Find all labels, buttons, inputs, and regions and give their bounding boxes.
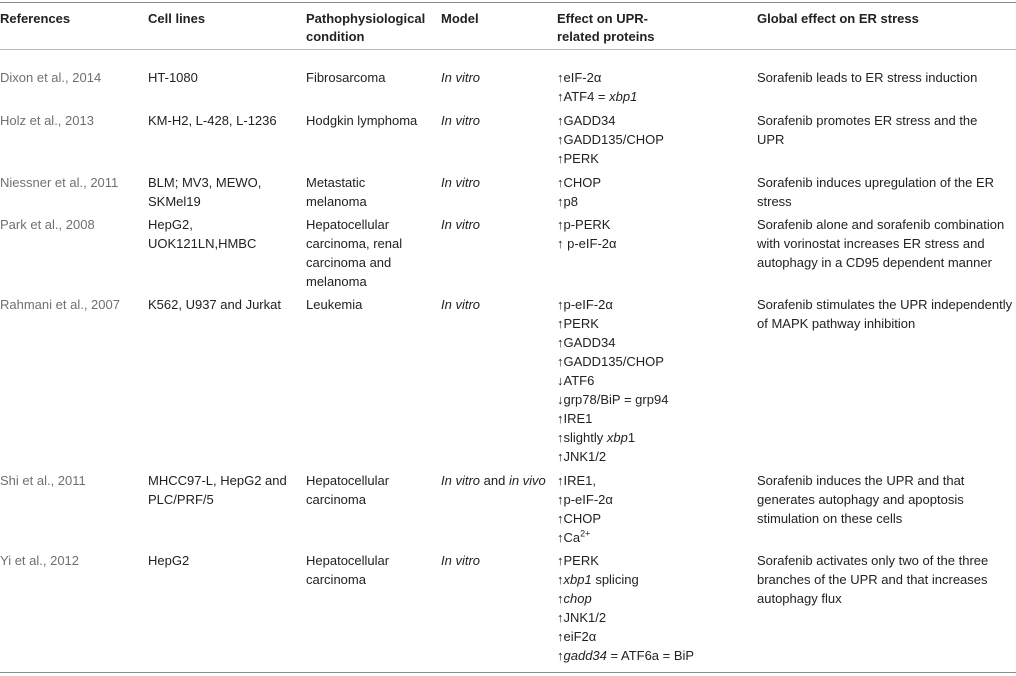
row-cell-lines: HepG2, UOK121LN,HMBC [148,217,257,251]
row-cell-lines: BLM; MV3, MEWO, SKMel19 [148,175,262,209]
row-reference: Niessner et al., 2011 [0,175,119,190]
row-condition: Leukemia [306,297,363,312]
upr-item: ↑xbp1 splicing [557,572,639,587]
upr-item: ↑p-eIF-2α [557,297,613,312]
upr-item: ↓grp78/BiP = grp94 [557,392,669,407]
row-upr [557,471,752,547]
row-upr [557,173,752,211]
upr-item: ↑PERK [557,151,599,166]
row-cell-lines: HT-1080 [148,70,198,85]
row-upr [557,111,752,168]
header-global: Global effect on ER stress [757,11,919,26]
row-reference: Rahmani et al., 2007 [0,297,120,312]
header-model: Model [441,11,479,26]
row-model: In vitro [441,70,481,85]
row-reference: Dixon et al., 2014 [0,70,102,85]
upr-item: ↑JNK1/2 [557,449,607,464]
row-condition: Hepatocellular carcinoma, renal carcinoma and melanoma [306,217,403,289]
upr-item: ↑eIF-2α [557,70,602,85]
row-condition: Hepatocellular carcinoma [306,473,390,507]
upr-item: ↑ATF4 = xbp1 [557,89,638,104]
row-reference: Yi et al., 2012 [0,553,80,568]
row-reference: Shi et al., 2011 [0,473,86,488]
upr-item: ↑gadd34 = ATF6a = BiP [557,648,695,663]
row-global: Sorafenib stimulates the UPR independently of MAPK pathway inhibition [757,297,1013,331]
header-references: References [0,11,71,26]
row-condition: Hepatocellular carcinoma [306,553,390,587]
upr-item: ↑GADD34 [557,335,616,350]
row-cell-lines: K562, U937 and Jurkat [148,297,281,312]
upr-item: ↑eiF2α [557,629,597,644]
row-model: In vitro [441,113,481,128]
header-cell-lines: Cell lines [148,11,206,26]
row-global: Sorafenib induces the UPR and that generates autophagy and apoptosis stimulation on these cells [757,473,965,526]
row-condition: Metastatic melanoma [306,175,367,209]
row-cell-lines: MHCC97-L, HepG2 and PLC/PRF/5 [148,473,287,507]
row-condition: Fibrosarcoma [306,70,386,85]
row-global: Sorafenib leads to ER stress induction [757,70,978,85]
upr-item: ↑GADD135/CHOP [557,354,664,369]
row-model: In vitro [441,175,481,190]
upr-item: ↑CHOP [557,175,602,190]
row-model: In vitro [441,217,481,232]
row-upr [557,68,752,106]
upr-item: ↑chop [557,591,592,606]
upr-item: ↑slightly xbp1 [557,430,636,445]
row-model: In vitro and in vivo [441,473,546,488]
upr-item: ↑IRE1 [557,411,593,426]
upr-item: $↑Ca^{2+}$ [557,528,591,545]
row-model: In vitro [441,553,481,568]
row-global: Sorafenib alone and sorafenib combination with vorinostat increases ER stress and autophagy in a CD95 dependent manner [757,217,1005,270]
row-cell-lines: HepG2 [148,553,190,568]
top-rule [0,2,1016,3]
row-reference: Holz et al., 2013 [0,113,94,128]
upr-item: ↑ p-eIF-2α [557,236,617,251]
upr-item: ↑p8 [557,194,578,209]
row-global: Sorafenib promotes ER stress and the UPR [757,113,978,147]
row-upr [557,551,752,665]
header-condition: Pathophysiological condition [306,11,426,44]
row-global: Sorafenib activates only two of the three branches of the UPR and that increases autophagy flux [757,553,989,606]
row-cell-lines: KM-H2, L-428, L-1236 [148,113,277,128]
row-reference: Park et al., 2008 [0,217,95,232]
upr-item: ↑GADD135/CHOP [557,132,664,147]
header-rule [0,49,1016,50]
header-upr: Effect on UPR-related proteins [557,11,655,44]
upr-item: ↑JNK1/2 [557,610,607,625]
upr-item: ↑p-PERK [557,217,611,232]
row-global: Sorafenib induces upregulation of the ER stress [757,175,995,209]
upr-item: ↑PERK [557,316,599,331]
upr-item: ↑p-eIF-2α [557,492,613,507]
row-model: In vitro [441,297,481,312]
upr-item: ↑CHOP [557,511,602,526]
upr-item: ↑PERK [557,553,599,568]
upr-item: ↓ATF6 [557,373,595,388]
upr-item: ↑GADD34 [557,113,616,128]
row-upr [557,295,752,466]
upr-item: ↑IRE1, [557,473,597,488]
row-upr [557,215,752,253]
row-condition: Hodgkin lymphoma [306,113,418,128]
bottom-rule [0,672,1016,673]
